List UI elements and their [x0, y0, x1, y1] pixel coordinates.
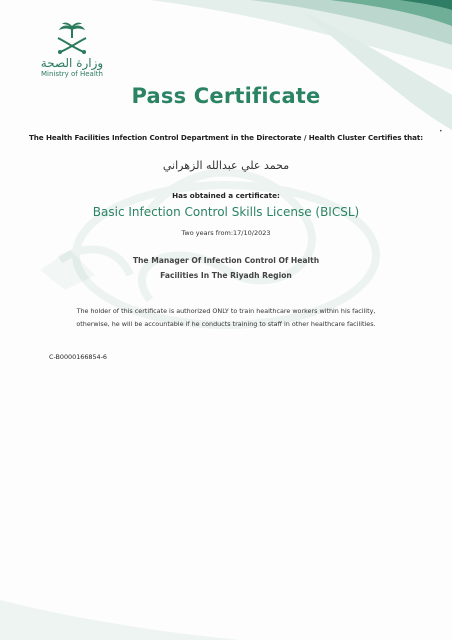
- obtained-statement: Has obtained a certificate:: [172, 191, 280, 200]
- department-statement: The Health Facilities Infection Control Department in the Directorate / Health Cluster Certifies that:: [28, 133, 424, 142]
- manager-line-1: The Manager Of Infection Control Of Health: [132, 256, 320, 265]
- ministry-logo: [32, 22, 112, 92]
- logo-english-text: Ministry of Health: [41, 70, 103, 78]
- issuing-manager: [0, 253, 452, 283]
- note-line-1: The holder of this certificate is authorized ONLY to train healthcare workers within his facility,: [76, 307, 376, 315]
- margin-mark: •: [439, 128, 443, 135]
- validity-period: Two years from:17/10/2023: [181, 229, 271, 237]
- manager-line-2: Facilities In The Riyadh Region: [160, 271, 292, 280]
- certificate-code: C-B0000166854-6: [49, 353, 107, 361]
- note-line-2: otherwise, he will be accountable if he conducts training to staff in other healthcare facilities.: [76, 320, 376, 328]
- authorization-note: [0, 305, 452, 331]
- license-name: Basic Infection Control Skills License (BICSL): [92, 205, 360, 219]
- certificate-title: Pass Certificate: [131, 84, 321, 108]
- recipient-name: محمد علي عبدالله الزهراني: [162, 159, 290, 172]
- logo-arabic-text: وزارة الصحة: [40, 56, 104, 70]
- palm-swords-emblem-icon: [50, 22, 94, 56]
